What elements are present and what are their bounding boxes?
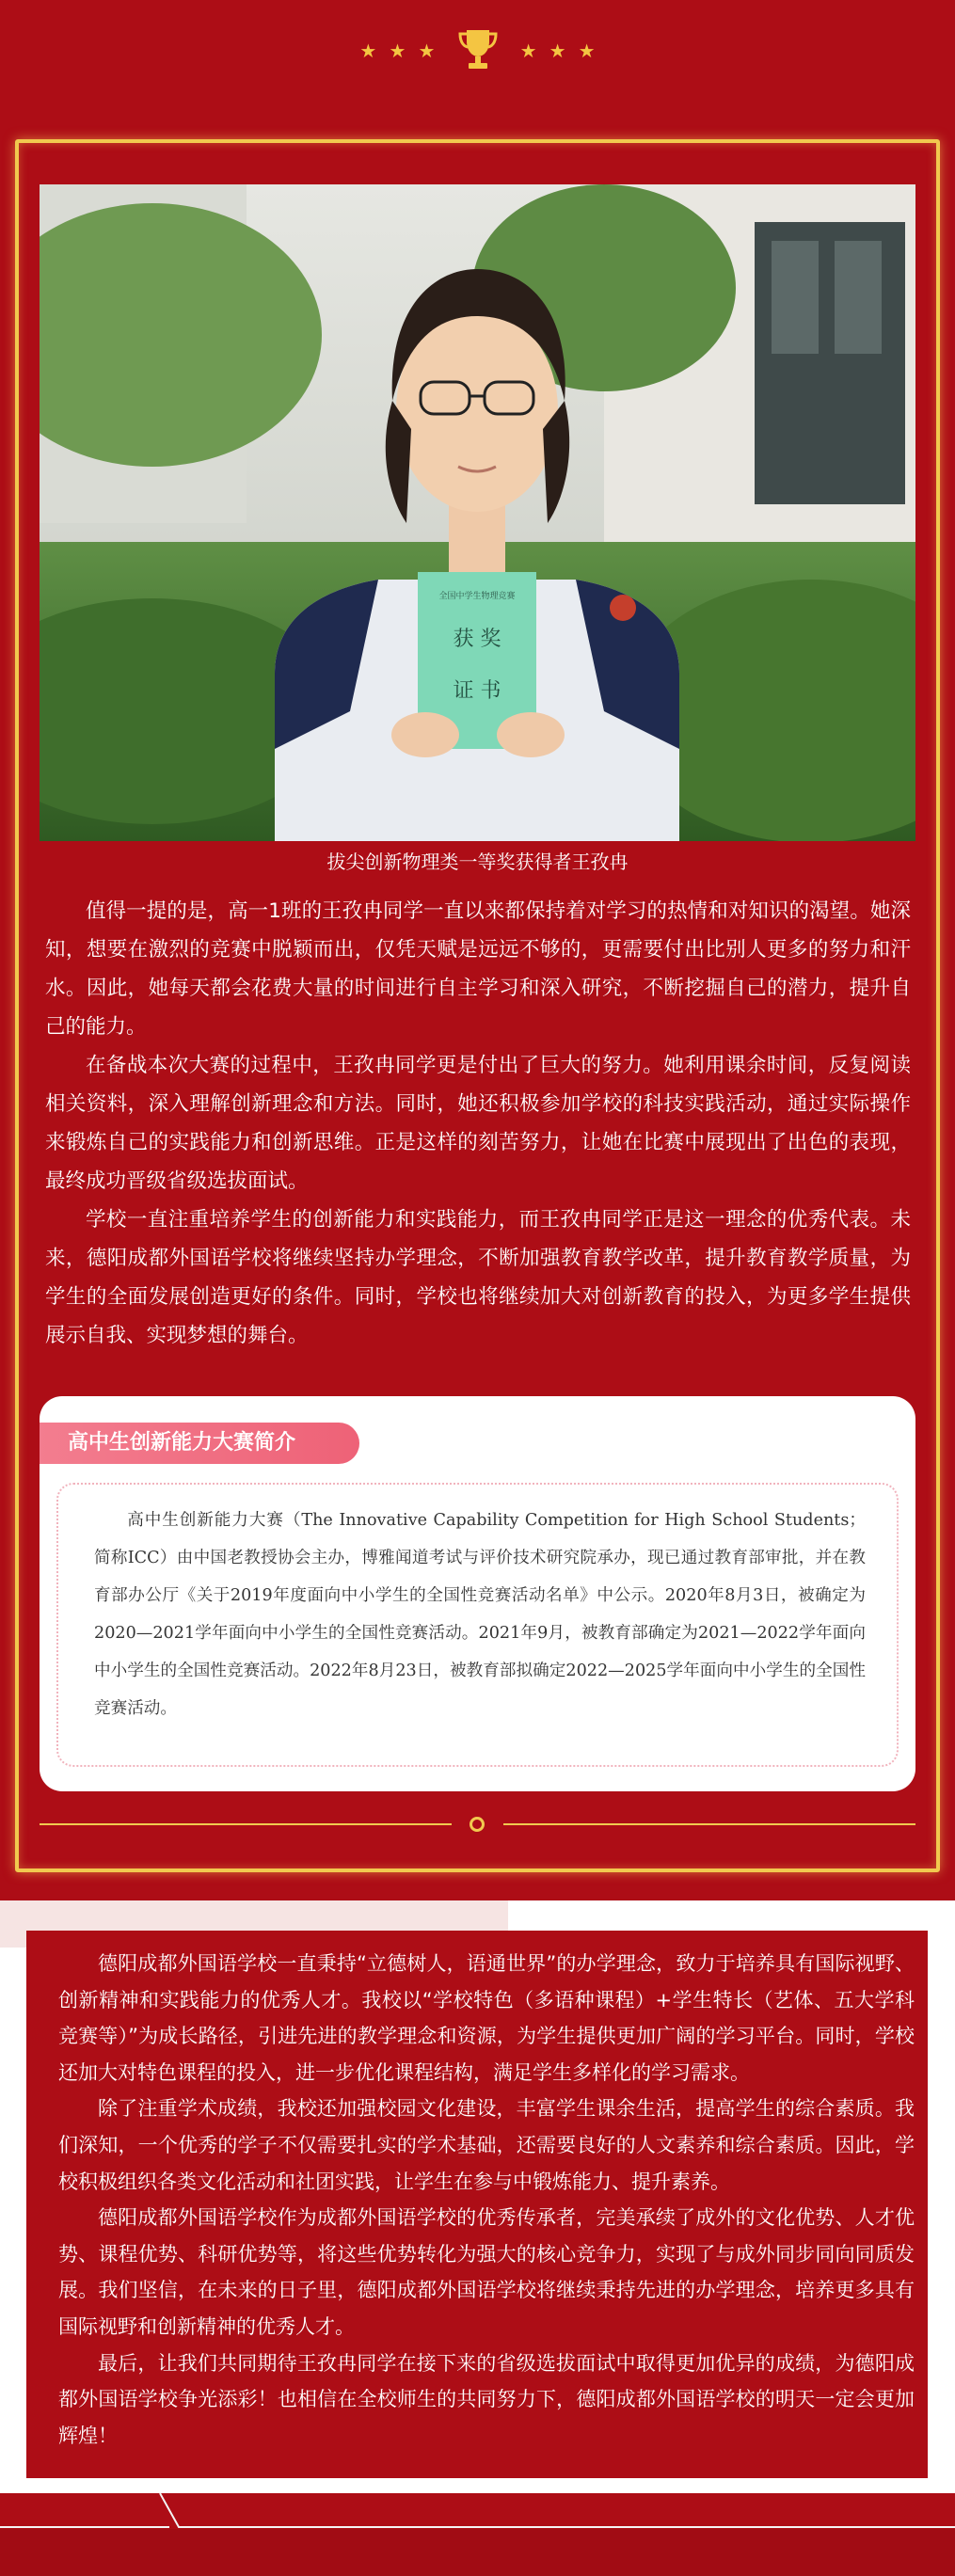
article-paragraph: 在备战本次大赛的过程中，王孜冉同学更是付出了巨大的努力。她利用课余时间，反复阅读相关资料，深入理解创新理念和方法。同时，她还积极参加学校的科技实践活动，通过实际操作来锻炼自己的实践能力和创新思维。正是这样的刻苦努力，让她在比赛中展现出了出色的表现，最终成功晋级省级选拔面试。 (45, 1054, 911, 1193)
star-icon: ★ (519, 40, 537, 62)
divider-circle-icon (470, 1817, 485, 1832)
article-body (45, 892, 911, 1355)
trophy-icon (457, 26, 499, 75)
photo-caption: 拔尖创新物理类一等奖获得者王孜冉 (326, 851, 629, 873)
intro-text: 高中生创新能力大赛（The Innovative Capability Competition for High School Students；简称ICC）由中国老教授协会主办，博雅闻道考试与评价技术研究院承办，现已通过教育部审批，并在教育部办公厅《关于2019年度面向中小学生的全国性竞赛活动名单》中公示。2020年8月3日，被确定为2020—2021学年面向中小学生的全国性竞赛活动。2021年9月，被教育部确定为2021—2022学年面向中小学生的全国性竞赛活动。2022年8月23日，被教育部拟确定2022—2025学年面向中小学生的全国性竞赛活动。 (94, 1511, 866, 1718)
divider-left (40, 1823, 452, 1825)
intro-text-box (56, 1483, 899, 1767)
star-icon: ★ (418, 40, 436, 62)
divider-right (503, 1823, 915, 1825)
star-icon: ★ (359, 40, 377, 62)
closing-paragraph: 除了注重学术成绩，我校还加强校园文化建设，丰富学生课余生活，提高学生的综合素质。我们深知，一个优秀的学子不仅需要扎实的学术基础，还需要良好的人文素养和综合素质。因此，学校积极组织各类文化活动和社团实践，让学生在参与中锻炼能力、提升素养。 (58, 2097, 915, 2193)
closing-paragraph: 德阳成都外国语学校作为成都外国语学校的优秀传承者，完美承续了成外的文化优势、人才优势、课程优势、科研优势等，将这些优势转化为强大的核心竞争力，实现了与成外同步同向同质发展。我们坚信，在未来的日子里，德阳成都外国语学校将继续秉持先进的办学理念，培养更多具有国际视野和创新精神的优秀人才。 (58, 2206, 915, 2338)
trophy-decoration (0, 26, 955, 73)
closing-paragraph: 最后，让我们共同期待王孜冉同学在接下来的省级选拔面试中取得更加优异的成绩，为德阳成都外国语学校争光添彩！也相信在全校师生的共同努力下，德阳成都外国语学校的明天一定会更加辉煌！ (58, 2351, 915, 2447)
star-icon: ★ (549, 40, 566, 62)
article-paragraph: 学校一直注重培养学生的创新能力和实践能力，而王孜冉同学正是这一理念的优秀代表。未来，德阳成都外国语学校将继续坚持办学理念，不断加强教育教学改革，提升教育教学质量，为学生的全面发展创造更好的条件。同时，学校也将继续加大对创新教育的投入，为更多学生提供展示自我、实现梦想的舞台。 (45, 1208, 911, 1347)
closing-body (58, 1946, 915, 2454)
star-icon: ★ (578, 40, 596, 62)
certificate-small-text: 全国中学生物理竞赛 (438, 592, 516, 601)
closing-paragraph: 德阳成都外国语学校一直秉持“立德树人，语通世界”的办学理念，致力于培养具有国际视野、创新精神和实践能力的优秀人才。我校以“学校特色（多语种课程）+学生特长（艺体、五大学科竞赛等）”为成长路径，引进先进的教学理念和资源，为学生提供更加广阔的学习平台。同时，学校还加大对特色课程的投入，进一步优化课程结构，满足学生多样化的学习需求。 (58, 1952, 915, 2084)
certificate-title-2: 证 书 (453, 679, 501, 703)
article-paragraph: 值得一提的是，高一1班的王孜冉同学一直以来都保持着对学习的热情和对知识的渴望。她深知，想要在激烈的竞赛中脱颖而出，仅凭天赋是远远不够的，更需要付出比别人更多的努力和汗水。因此，她每天都会花费大量的时间进行自主学习和深入研究，不断挖掘自己的潜力，提升自己的能力。 (45, 899, 911, 1039)
intro-title: 高中生创新能力大赛简介 (40, 1423, 359, 1464)
star-icon: ★ (389, 40, 406, 62)
competition-intro-card (40, 1396, 915, 1791)
student-photo (40, 184, 915, 841)
bottom-decoration (0, 2493, 955, 2576)
certificate-title-1: 获 奖 (453, 628, 501, 651)
